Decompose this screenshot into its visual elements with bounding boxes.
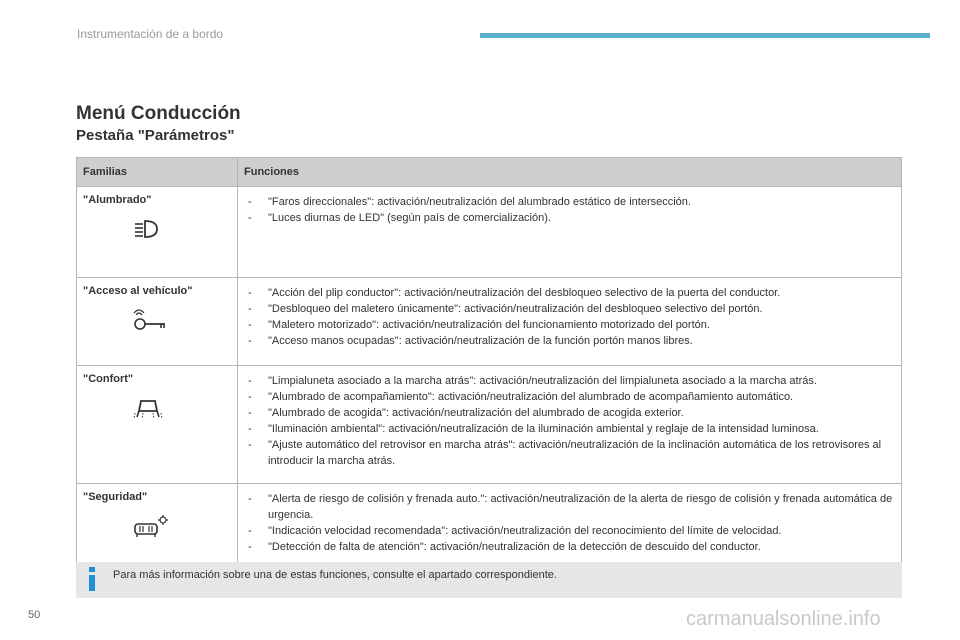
functions-cell bbox=[238, 366, 902, 484]
section-subtitle: Pestaña "Parámetros" bbox=[76, 127, 235, 144]
remote-key-icon bbox=[133, 309, 167, 331]
function-item: - "Ajuste automático del retrovisor en marcha atrás": activación/neutralización de la inclinación automática de los retrovisores al introducir la marcha atrás. bbox=[244, 437, 895, 469]
function-item: - "Desbloqueo del maletero únicamente": activación/neutralización del desbloqueo selectivo del portón. bbox=[244, 301, 895, 317]
column-header-functions: Funciones bbox=[238, 158, 902, 187]
family-name: "Seguridad" bbox=[83, 491, 148, 503]
function-item: - "Detección de falta de atención": activación/neutralización de la detección de descuido del conductor. bbox=[244, 539, 895, 555]
column-header-families: Familias bbox=[77, 158, 238, 187]
function-item: - "Acción del plip conductor": activación/neutralización del desbloqueo selectivo de la puerta del conductor. bbox=[244, 285, 895, 301]
table-row bbox=[77, 484, 902, 570]
family-name: "Acceso al vehículo" bbox=[83, 285, 193, 297]
info-icon bbox=[87, 566, 97, 592]
headlight-icon bbox=[133, 218, 159, 240]
functions-table bbox=[76, 157, 902, 570]
info-note bbox=[76, 562, 902, 598]
function-item: - "Luces diurnas de LED" (según país de comercialización). bbox=[244, 210, 895, 226]
chapter-title: Instrumentación de a bordo bbox=[77, 27, 224, 41]
function-item: - "Iluminación ambiental": activación/neutralización de la iluminación ambiental y reglaje de la intensidad luminosa. bbox=[244, 421, 895, 437]
table-row bbox=[77, 366, 902, 484]
function-item: - "Acceso manos ocupadas": activación/neutralización de la función portón manos libres. bbox=[244, 333, 895, 349]
function-item: - "Alumbrado de acogida": activación/neutralización del alumbrado de acogida exterior. bbox=[244, 405, 895, 421]
function-item: - "Maletero motorizado": activación/neutralización del funcionamiento motorizado del portón. bbox=[244, 317, 895, 333]
function-item: - "Limpialuneta asociado a la marcha atrás": activación/neutralización del limpialuneta asociado a la marcha atrás. bbox=[244, 373, 895, 389]
functions-cell bbox=[238, 187, 902, 278]
family-cell bbox=[77, 187, 238, 278]
function-item: - "Faros direccionales": activación/neutralización del alumbrado estático de intersección. bbox=[244, 194, 895, 210]
family-cell bbox=[77, 278, 238, 366]
family-name: "Alumbrado" bbox=[83, 194, 152, 206]
car-safety-icon bbox=[133, 515, 169, 539]
family-cell bbox=[77, 484, 238, 570]
family-cell bbox=[77, 366, 238, 484]
header-accent-bar bbox=[480, 33, 930, 38]
function-item: - "Alumbrado de acompañamiento": activación/neutralización del alumbrado de acompañamiento automático. bbox=[244, 389, 895, 405]
functions-cell bbox=[238, 484, 902, 570]
watermark: carmanualsonline.info bbox=[686, 608, 881, 630]
info-text: Para más información sobre una de estas funciones, consulte el apartado correspondiente. bbox=[113, 569, 557, 581]
page-title: Menú Conducción bbox=[76, 103, 241, 124]
table-row bbox=[77, 278, 902, 366]
functions-cell bbox=[238, 278, 902, 366]
seat-comfort-icon bbox=[133, 397, 163, 421]
function-item: - "Indicación velocidad recomendada": activación/neutralización del reconocimiento del límite de velocidad. bbox=[244, 523, 895, 539]
page-number: 50 bbox=[28, 609, 41, 621]
family-name: "Confort" bbox=[83, 373, 134, 385]
table-row bbox=[77, 187, 902, 278]
table-header-row bbox=[77, 158, 902, 187]
function-item: - "Alerta de riesgo de colisión y frenada auto.": activación/neutralización de la alerta de riesgo de colisión y frenada automática de urgencia. bbox=[244, 491, 895, 523]
